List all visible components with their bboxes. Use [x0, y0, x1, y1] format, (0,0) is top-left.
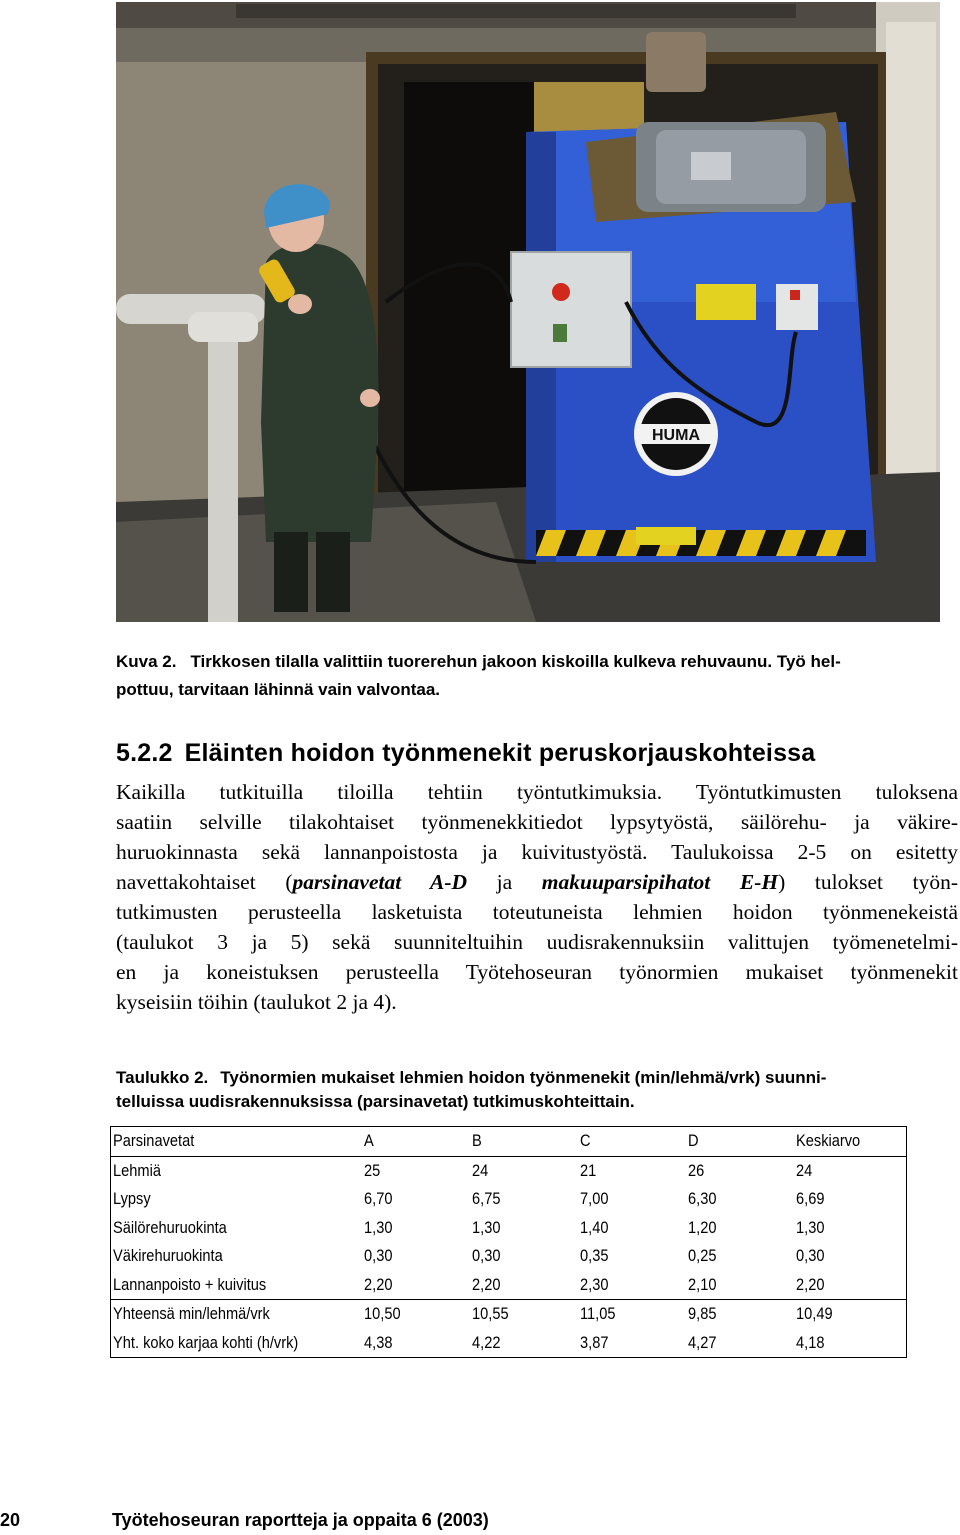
- table-row: [111, 1185, 907, 1214]
- table-cell: 25: [364, 1160, 381, 1180]
- table-row: [111, 1214, 907, 1243]
- table-header-cell: A: [362, 1127, 470, 1157]
- table-caption-line2: telluissa uudisrakennuksissa (parsinavetat) tutkimuskohteittain.: [116, 1092, 635, 1111]
- table-cell: 4,27: [687, 1332, 717, 1352]
- table-cell: 1,30: [795, 1217, 825, 1237]
- table-cell: 0,30: [472, 1246, 501, 1266]
- emphasis-makuuparsipihatot: makuuparsipihatot E-H: [541, 870, 779, 894]
- table-cell: 1,30: [364, 1217, 393, 1237]
- table-cell: 0,35: [579, 1246, 609, 1266]
- table-cell: 4,18: [795, 1332, 825, 1352]
- table-cell: 6,30: [687, 1189, 717, 1209]
- table-cell: 26: [687, 1160, 705, 1180]
- table-cell: 24: [795, 1160, 812, 1180]
- table-header-cell: D: [686, 1127, 794, 1157]
- body-line-4: navettakohtaiset (parsinavetat A-D ja makuuparsipihatot E-H) tulokset työn-: [116, 870, 958, 894]
- body-line-8: kyseisiin töihin (taulukot 2 ja 4).: [116, 990, 397, 1014]
- table-cell: 9,85: [686, 1300, 794, 1329]
- table-cell: 4,22: [472, 1332, 501, 1352]
- section-heading: [116, 739, 815, 768]
- table-cell: 2,30: [579, 1274, 609, 1294]
- table-row-label: Lannanpoisto + kuivitus: [113, 1274, 267, 1294]
- body-paragraph: [116, 777, 958, 1017]
- table-cell: 0,30: [795, 1246, 825, 1266]
- table-cell: 4,38: [364, 1332, 393, 1352]
- table-row-label: Yhteensä min/lehmä/vrk: [111, 1300, 363, 1329]
- table-cell: 2,10: [687, 1274, 717, 1294]
- section-number: 5.2.2: [116, 739, 173, 767]
- table-caption-line1: Työnormien mukaiset lehmien hoidon työnmenekit (min/lehmä/vrk) suunni-: [220, 1068, 827, 1087]
- table-cell: 6,69: [795, 1189, 825, 1209]
- work-norm-table: [110, 1126, 907, 1358]
- table-header-cell: Keskiarvo: [794, 1127, 907, 1157]
- table-cell: 7,00: [579, 1189, 609, 1209]
- body-line-5: tutkimusten perusteella lasketuista toteutuneista lehmien hoidon työnmenekeistä: [116, 900, 958, 924]
- table-cell: 0,25: [687, 1246, 717, 1266]
- table-header-cell: C: [578, 1127, 686, 1157]
- figure-caption: [116, 648, 954, 704]
- body-line-7: en ja koneistuksen perusteella Työtehoseuran työnormien mukaiset työnmenekit: [116, 960, 958, 984]
- table-cell: 2,20: [795, 1274, 825, 1294]
- table-cell: 1,30: [472, 1217, 501, 1237]
- table-cell: 11,05: [578, 1300, 686, 1329]
- table-row: [111, 1329, 907, 1358]
- table-row: [111, 1156, 907, 1185]
- caption-label: Kuva 2.: [116, 652, 177, 671]
- table-cell: 3,87: [579, 1332, 609, 1352]
- table-row-label: Lypsy: [113, 1189, 151, 1209]
- publication-title: Työtehoseuran raportteja ja oppaita 6 (2003): [112, 1510, 489, 1530]
- emphasis-parsinavetat: parsinavetat A-D: [292, 870, 468, 894]
- table-row: [111, 1271, 907, 1300]
- body-line-2: saatiin selville tilakohtaiset työnmenekkitiedot lypsytyöstä, säilörehu- ja väkire-: [116, 810, 958, 834]
- table-row-label: Säilörehuruokinta: [113, 1217, 227, 1237]
- svg-text:HUMA: HUMA: [652, 427, 700, 444]
- table-cell: 2,20: [472, 1274, 501, 1294]
- body-line-3: huruokinnasta sekä lannanpoistosta ja kuivitustyöstä. Taulukoissa 2-5 on esitetty: [116, 840, 958, 864]
- table-cell: 6,75: [472, 1189, 501, 1209]
- table-header-cell: B: [470, 1127, 578, 1157]
- caption-text-line1: Tirkkosen tilalla valittiin tuorerehun jakoon kiskoilla kulkeva rehuvaunu. Työ hel-: [190, 652, 841, 671]
- table-row-label: Yht. koko karjaa kohti (h/vrk): [113, 1332, 299, 1352]
- table-caption-label: Taulukko 2.: [116, 1068, 209, 1087]
- table-cell: 24: [472, 1160, 489, 1180]
- section-title: Eläinten hoidon työnmenekit peruskorjauskohteissa: [184, 739, 816, 767]
- table-cell: 10,50: [362, 1300, 470, 1329]
- table-cell: 10,49: [794, 1300, 907, 1329]
- page-number: 20: [0, 1510, 21, 1530]
- table-caption: [116, 1066, 958, 1114]
- table-row-label: Lehmiä: [113, 1160, 161, 1180]
- table-row-total: [111, 1300, 907, 1329]
- table-cell: 1,40: [579, 1217, 609, 1237]
- huma-logo: [634, 392, 718, 476]
- table-row: [111, 1242, 907, 1271]
- table-cell: 1,20: [687, 1217, 717, 1237]
- table-header-cell: Parsinavetat: [111, 1127, 363, 1157]
- body-line-1: Kaikilla tutkituilla tiloilla tehtiin työntutkimuksia. Työntutkimusten tuloksena: [116, 780, 958, 804]
- table-cell: 21: [579, 1160, 597, 1180]
- barn-photo: [116, 2, 940, 622]
- caption-text-line2: pottuu, tarvitaan lähinnä vain valvontaa.: [116, 680, 441, 699]
- table-cell: 10,55: [470, 1300, 578, 1329]
- body-line-6: (taulukot 3 ja 5) sekä suunniteltuihin uudisrakennuksiin valittujen työmenetelmi-: [116, 930, 958, 954]
- table-row-label: Väkirehuruokinta: [113, 1246, 223, 1266]
- table-cell: 0,30: [364, 1246, 393, 1266]
- warning-sign: [636, 527, 696, 545]
- table-cell: 6,70: [364, 1189, 393, 1209]
- table-cell: 2,20: [364, 1274, 393, 1294]
- table-header-row: [111, 1127, 907, 1157]
